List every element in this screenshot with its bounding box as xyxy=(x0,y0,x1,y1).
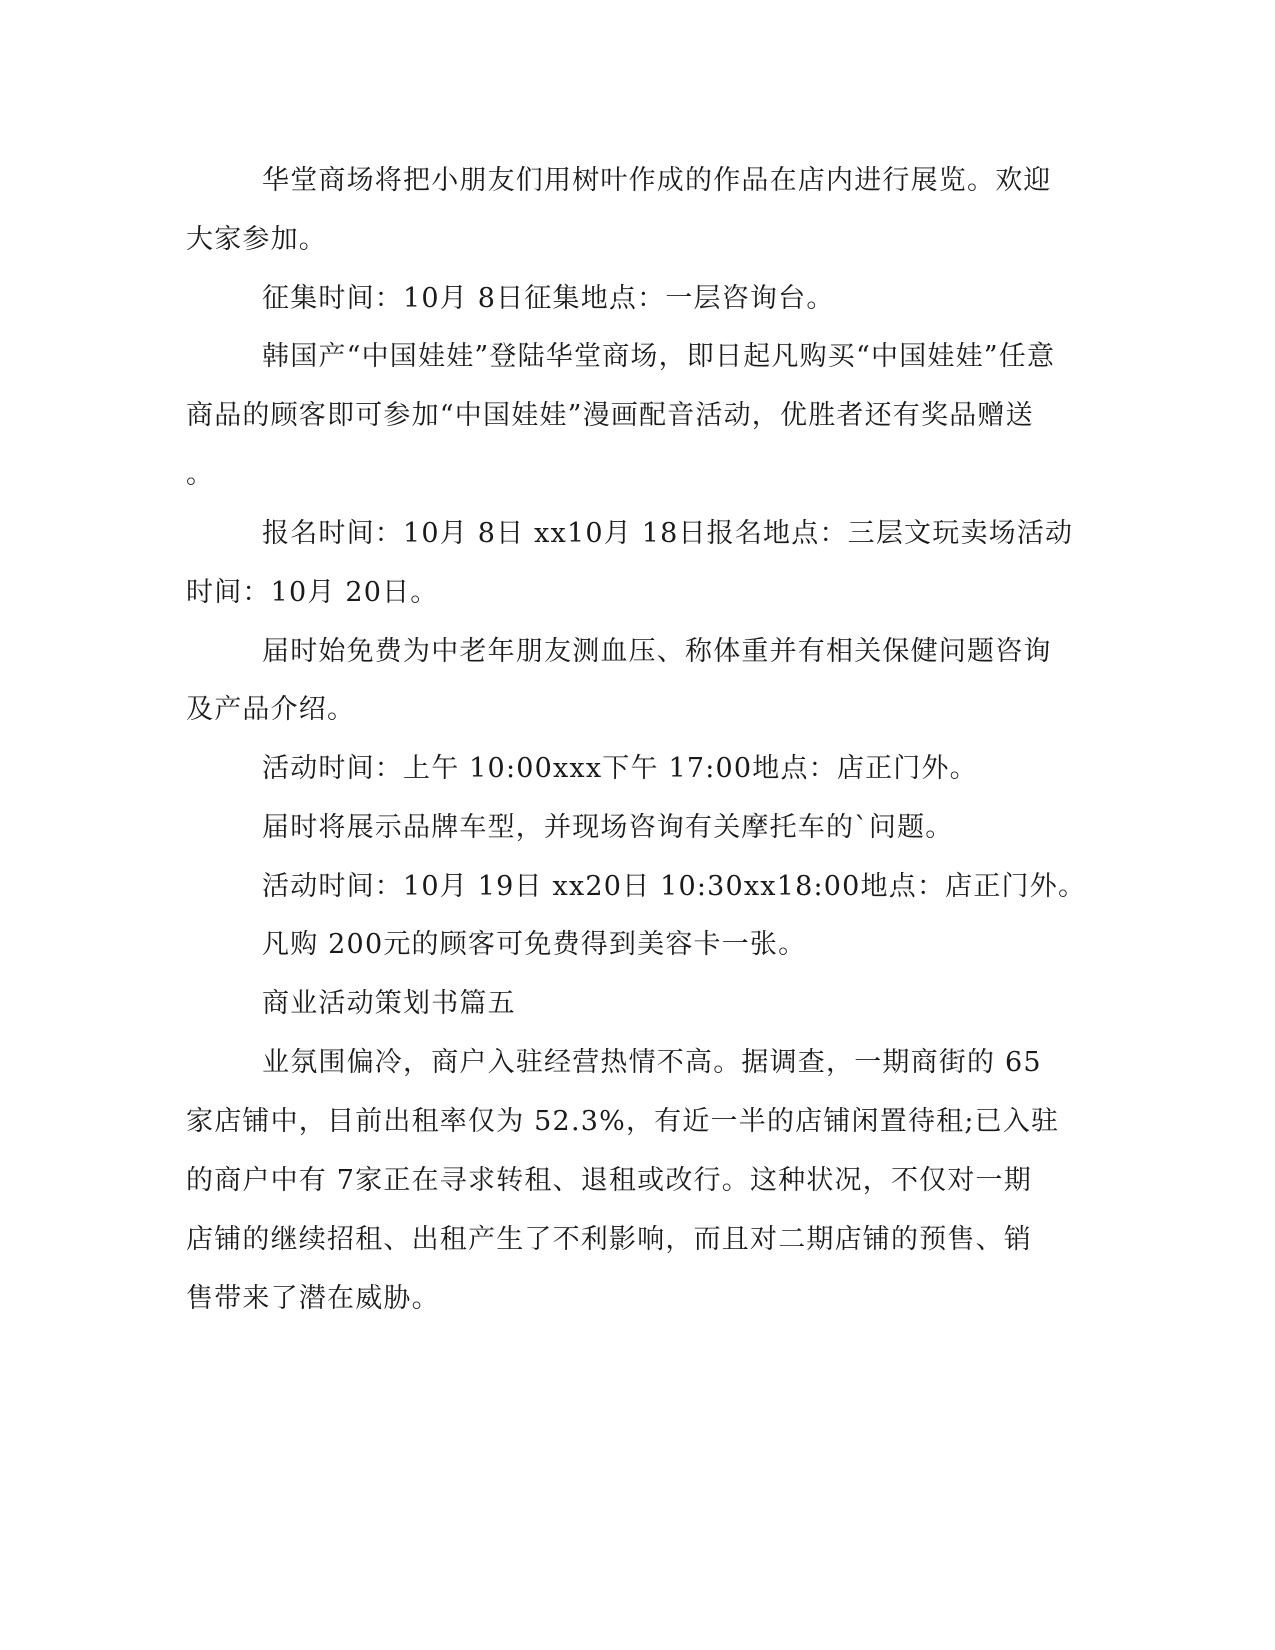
paragraph-line: 大家参加。 xyxy=(186,224,327,255)
paragraph-line: 商品的顾客即可参加“中国娃娃”漫画配音活动，优胜者还有奖品赠送 xyxy=(186,400,1034,431)
paragraph-line: 征集时间：10月 8日征集地点：一层咨询台。 xyxy=(262,283,835,314)
paragraph-line: 家店铺中，目前出租率仅为 52.3%，有近一半的店铺闲置待租;已入驻 xyxy=(186,1106,1060,1137)
paragraph-line: 届时始免费为中老年朋友测血压、称体重并有相关保健问题咨询 xyxy=(262,636,1052,667)
paragraph-line: 届时将展示品牌车型，并现场咨询有关摩托车的`问题。 xyxy=(262,812,954,843)
paragraph-line: 店铺的继续招租、出租产生了不利影响，而且对二期店铺的预售、销 xyxy=(186,1224,1032,1255)
paragraph-line: 的商户中有 7家正在寻求转租、退租或改行。这种状况，不仅对一期 xyxy=(186,1165,1032,1196)
paragraph-line: 报名时间：10月 8日 xx10月 18日报名地点：三层文玩卖场活动 xyxy=(262,518,1074,549)
paragraph-line: 时间：10月 20日。 xyxy=(186,577,439,608)
section-heading: 商业活动策划书篇五 xyxy=(262,988,516,1019)
paragraph-line: 活动时间：上午 10:00xxx下午 17:00地点：店正门外。 xyxy=(262,753,978,784)
paragraph-line: 及产品介绍。 xyxy=(186,694,356,725)
paragraph-line: 韩国产“中国娃娃”登陆华堂商场，即日起凡购买“中国娃娃”任意 xyxy=(262,341,1056,372)
paragraph-line: 华堂商场将把小朋友们用树叶作成的作品在店内进行展览。欢迎 xyxy=(262,165,1052,196)
paragraph-line: 凡购 200元的顾客可免费得到美容卡一张。 xyxy=(262,929,807,960)
paragraph-line: 活动时间：10月 19日 xx20日 10:30xx18:00地点：店正门外。 xyxy=(262,871,1087,902)
paragraph-line: 售带来了潜在威胁。 xyxy=(186,1283,440,1314)
paragraph-line: 业氛围偏冷，商户入驻经营热情不高。据调查，一期商街的 65 xyxy=(262,1047,1042,1078)
paragraph-line: 。 xyxy=(186,459,215,490)
